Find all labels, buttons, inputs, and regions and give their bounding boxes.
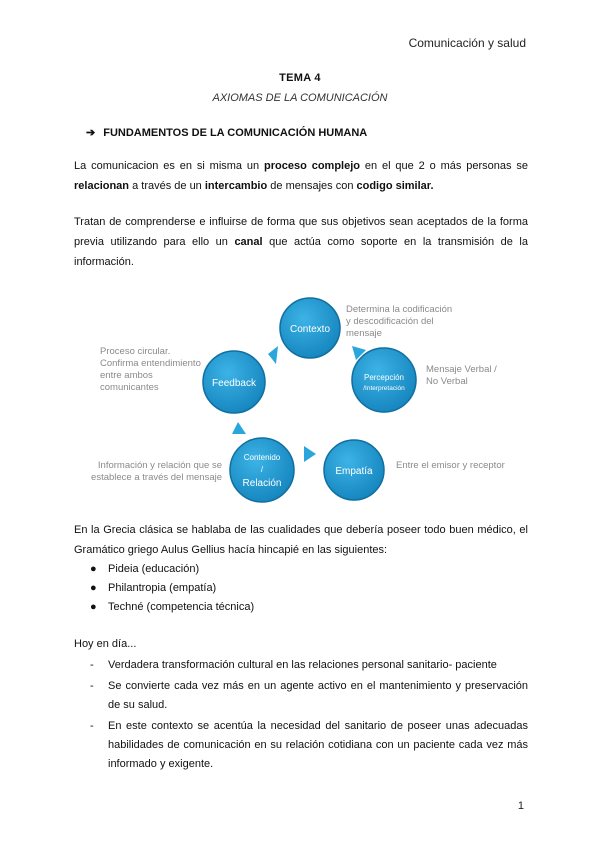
bullet-icon: ● xyxy=(90,601,97,613)
paragraph-channel: Tratan de comprenderse e influirse de forma que sus objetivos sean aceptados de la forma previa utilizando para ello un canal que actúa como soporte en la transmisión de la información. xyxy=(74,216,528,268)
list-item: ● Pideia (educación) xyxy=(74,560,534,579)
section-heading xyxy=(86,126,367,139)
list-item: - Verdadera transformación cultural en las relaciones personal sanitario- paciente xyxy=(74,656,528,675)
list-item: - En este contexto se acentúa la necesidad del sanitario de poseer unas adecuadas habilidades de comunicación en su relación cotidiana con un paciente cada vez más informado y exigente. xyxy=(74,717,528,774)
cycle-arrow xyxy=(304,446,316,462)
node-feedback-label: Feedback xyxy=(212,378,256,389)
running-header: Comunicación y salud xyxy=(408,36,526,50)
page-title: TEMA 4 xyxy=(279,72,321,84)
node-contexto-label: Contexto xyxy=(289,324,331,335)
cycle-arrow xyxy=(232,422,246,434)
list-item: ● Techné (competencia técnica) xyxy=(74,598,534,617)
note-percepcion: No Verbal xyxy=(426,376,468,387)
node-relacion-label-3: Relación xyxy=(242,478,282,489)
node-relacion xyxy=(230,438,294,502)
bold-term: proceso complejo xyxy=(264,160,360,172)
today-list xyxy=(74,656,528,776)
note-contexto: mensaje xyxy=(346,328,382,339)
note-relacion: establece a través del mensaje xyxy=(91,472,222,483)
page-number: 1 xyxy=(517,800,524,812)
page-subtitle: AXIOMAS DE LA COMUNICACIÓN xyxy=(212,92,388,104)
node-empatia-label: Empatía xyxy=(335,466,373,477)
node-percepcion-label: Percepción xyxy=(363,373,405,382)
bullet-icon: ● xyxy=(90,563,97,575)
bold-term: intercambio xyxy=(204,180,268,192)
bold-term: codigo similar. xyxy=(356,180,434,192)
paragraph-grecia: En la Grecia clásica se hablaba de las cualidades que debería poseer todo buen médico, el Gramático griego Aulus Gellius hacía hincapié en las siguientes: xyxy=(74,524,528,556)
note-contexto: y descodificación del xyxy=(346,316,434,327)
note-relacion: Información y relación que se xyxy=(97,460,222,471)
bold-term: canal xyxy=(234,236,263,248)
node-feedback xyxy=(203,351,265,413)
note-feedback: Confirma entendimiento xyxy=(100,358,201,369)
dash-icon: - xyxy=(90,680,94,692)
note-feedback: Proceso circular. xyxy=(100,346,171,357)
paragraph-definition: La comunicacion es en si misma un proceso complejo en el que 2 o más personas se relacionan a través de un intercambio de mensajes con codigo similar. xyxy=(74,160,528,192)
cycle-arrow xyxy=(268,346,278,364)
node-percepcion-label-2: /Interpretación xyxy=(363,385,405,392)
list-item: - Se convierte cada vez más en un agente activo en el mantenimiento y preservación de su salud. xyxy=(74,677,528,715)
bold-term: relacionan xyxy=(74,180,130,192)
section-heading-text: FUNDAMENTOS DE LA COMUNICACIÓN HUMANA xyxy=(103,127,368,139)
node-empatia xyxy=(324,440,384,500)
arrow-right-icon: ➔ xyxy=(86,127,96,139)
note-feedback: entre ambos xyxy=(100,370,153,381)
node-contexto xyxy=(280,298,340,358)
note-empatia: Entre el emisor y receptor xyxy=(396,460,505,471)
dash-icon: - xyxy=(90,720,94,732)
dash-icon: - xyxy=(90,659,94,671)
list-item: ● Philantropia (empatía) xyxy=(74,579,534,598)
bullet-icon: ● xyxy=(90,582,97,594)
node-percepcion xyxy=(352,348,416,412)
communication-cycle-diagram xyxy=(90,294,530,510)
note-percepcion: Mensaje Verbal / xyxy=(426,364,497,375)
paragraph-today: Hoy en día... xyxy=(74,638,137,650)
qualities-list xyxy=(74,560,534,617)
note-contexto: Determina la codificación xyxy=(346,304,453,315)
node-relacion-label-2: / xyxy=(260,465,264,474)
node-relacion-label: Contenido xyxy=(243,453,281,462)
note-feedback: comunicantes xyxy=(100,382,159,393)
